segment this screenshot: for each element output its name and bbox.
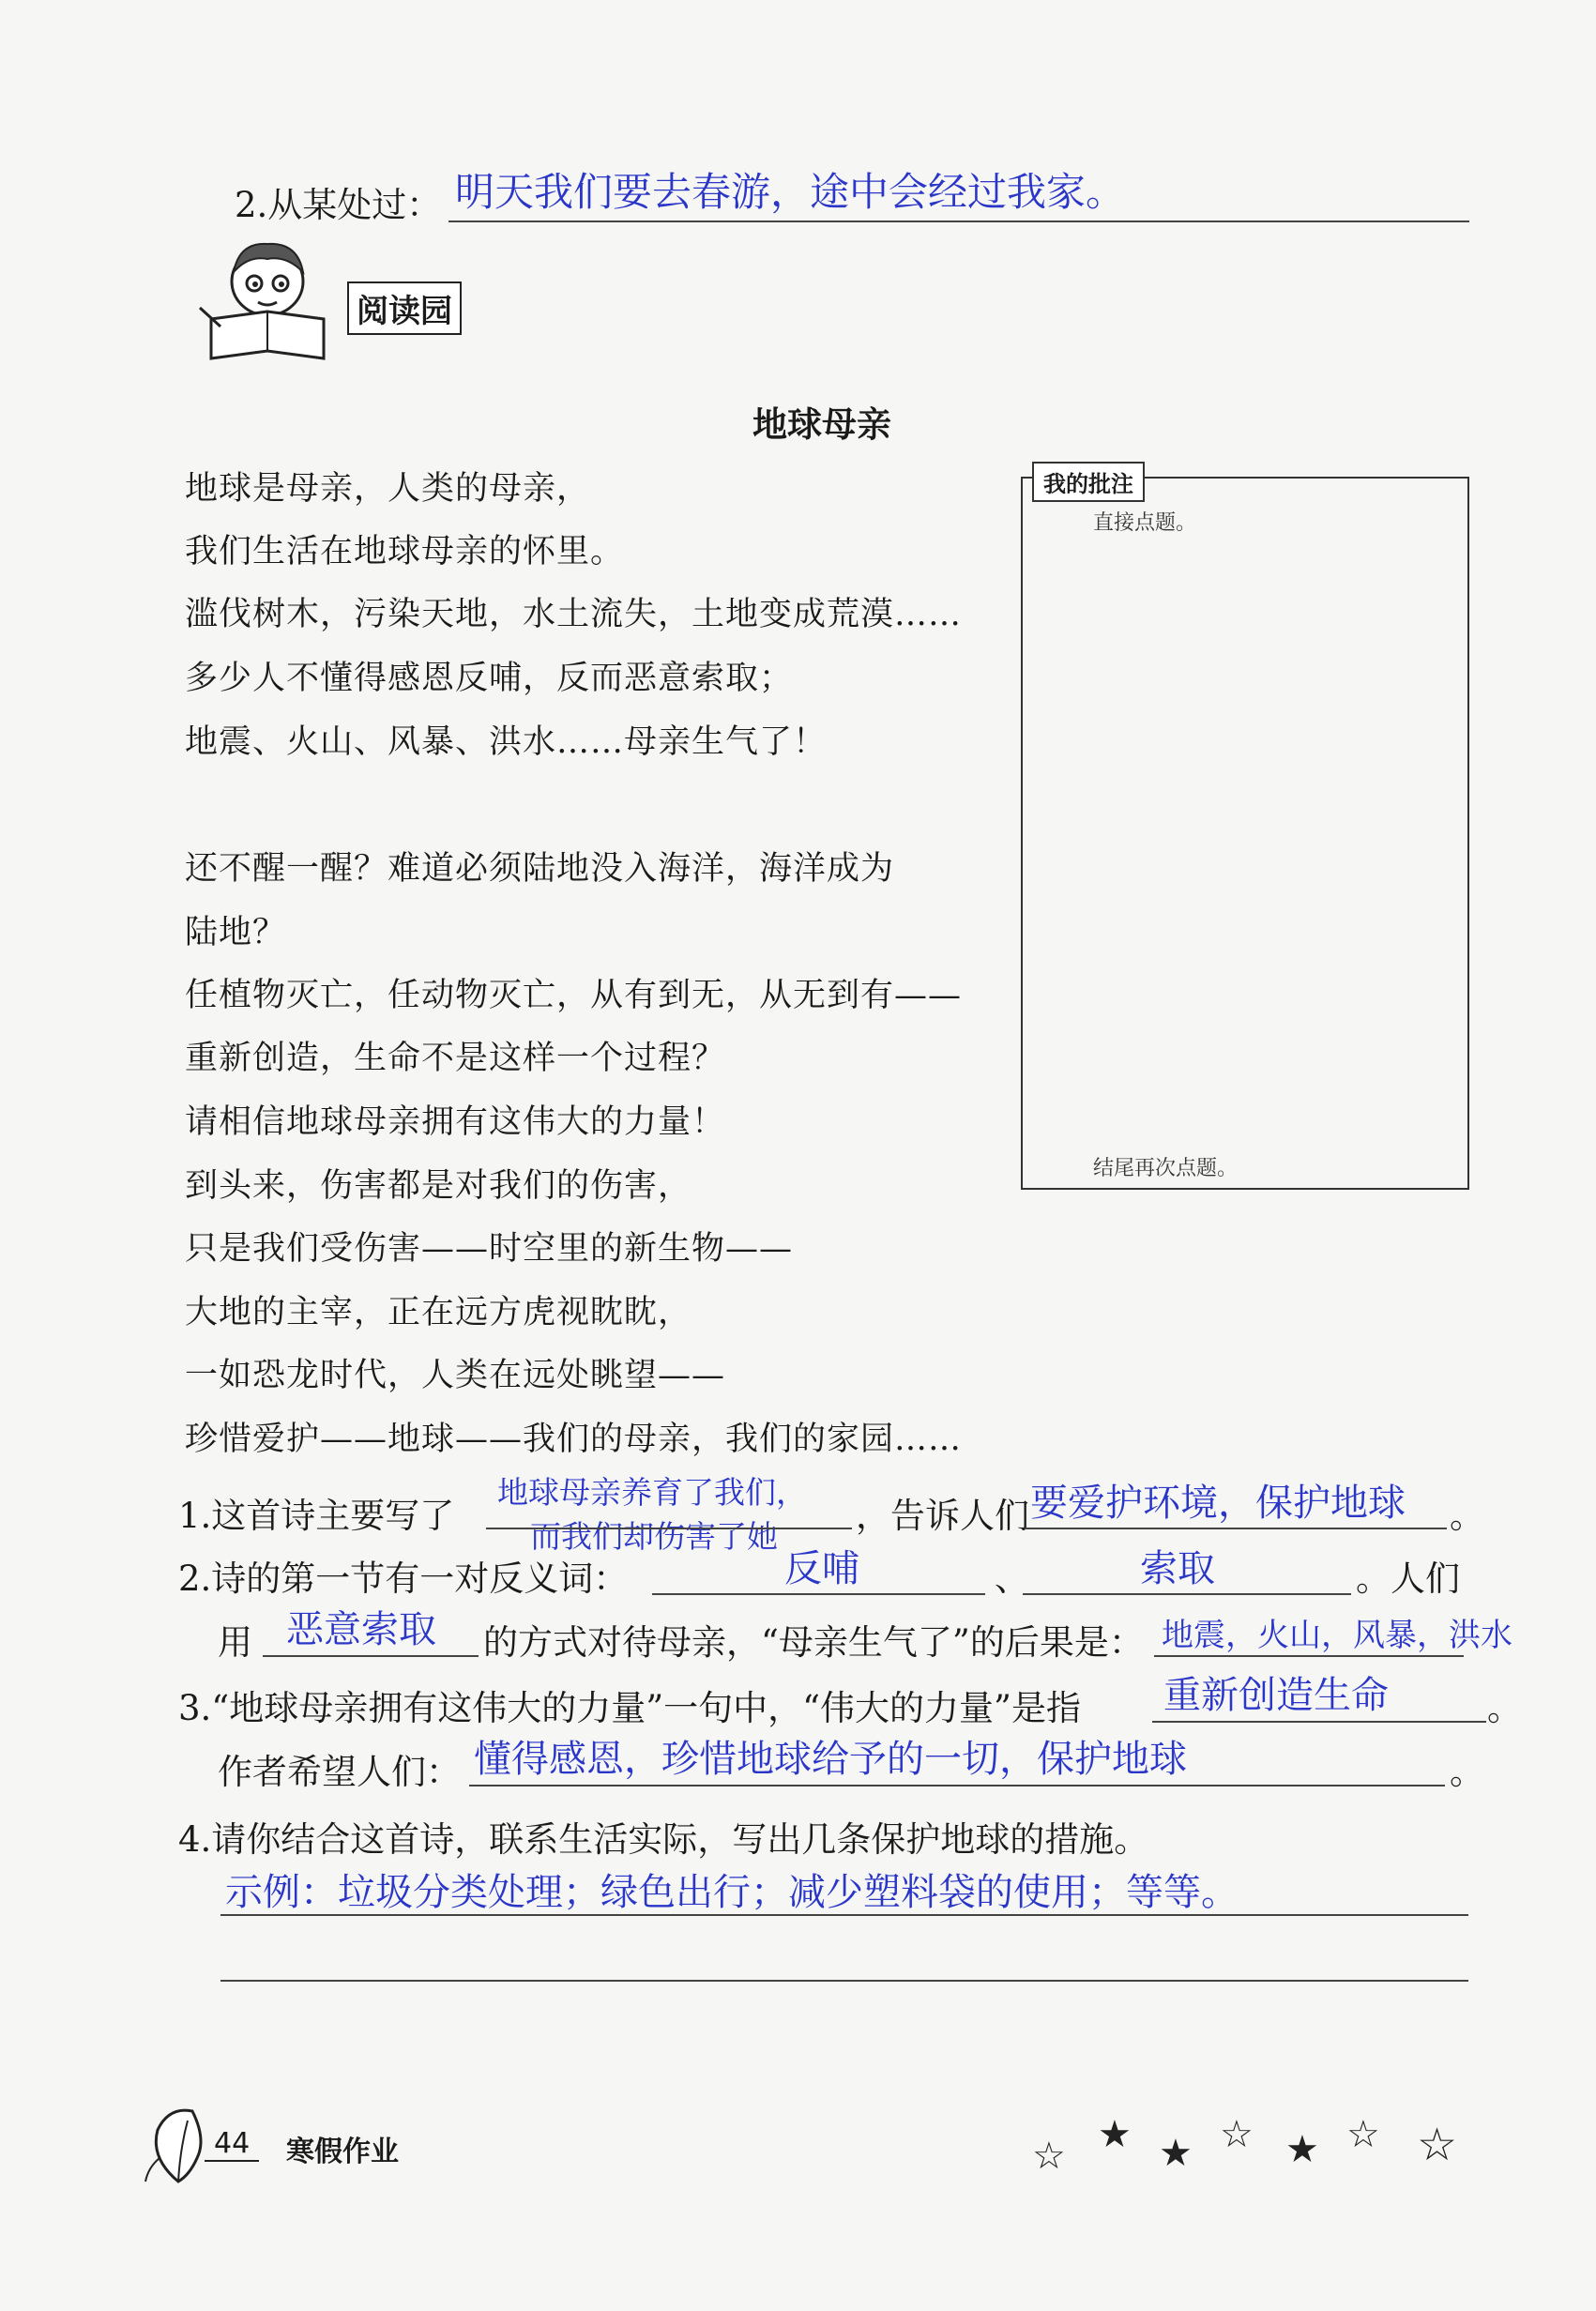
- poem-line-10: 请相信地球母亲拥有这伟大的力量！: [185, 1103, 726, 1141]
- star-icon: ★: [1098, 2113, 1132, 2156]
- q2-underline-2: [1023, 1593, 1351, 1595]
- q2-underline-1: [652, 1593, 985, 1595]
- q3-underline-1: [1152, 1721, 1486, 1723]
- q1-prompt: 1.这首诗主要写了: [178, 1496, 455, 1536]
- q4-prompt: 4.请你结合这首诗，联系生活实际，写出几条保护地球的措施。: [178, 1819, 1149, 1860]
- q2-line2-start: 用: [218, 1622, 252, 1663]
- q2-line2-middle: 的方式对待母亲，“母亲生气了”的后果是：: [483, 1622, 1144, 1663]
- q4-underline-1: [220, 1914, 1468, 1916]
- q1-answer-2: 要爱护环境，保护地球: [1030, 1482, 1406, 1525]
- star-icon: ★: [1285, 2128, 1319, 2171]
- poem-line-13: 大地的主宰，正在远方虎视眈眈，: [185, 1294, 692, 1331]
- poem-line-1: 地球是母亲，人类的母亲，: [185, 470, 591, 508]
- q2-prompt: 2.诗的第一节有一对反义词：: [178, 1558, 629, 1599]
- poem-title: 地球母亲: [752, 404, 891, 445]
- poem-line-5: 地震、火山、风暴、洪水……母亲生气了！: [185, 723, 828, 761]
- item-2-label: 2.从某处过：: [235, 185, 442, 225]
- q2-underline-3: [263, 1655, 479, 1657]
- poem-line-6: 还不醒一醒？难道必须陆地没入海洋，海洋成为: [185, 850, 895, 888]
- star-icon: ☆: [1220, 2113, 1254, 2156]
- q1-underline-2: [1025, 1528, 1447, 1529]
- section-badge: 阅读园: [347, 281, 462, 335]
- item-2-underline: [448, 220, 1469, 222]
- q3-prompt: 3.“地球母亲拥有这伟大的力量”一句中，“伟大的力量”是指: [178, 1688, 1081, 1728]
- q3-line2-start: 作者希望人们：: [218, 1752, 461, 1792]
- q2-tail: 。人们: [1356, 1558, 1460, 1599]
- poem-line-3: 滥伐树木，污染天地，水土流失，土地变成荒漠……: [185, 596, 963, 633]
- q3-underline-2: [469, 1785, 1445, 1786]
- annotation-top-note: 直接点题。: [1093, 511, 1197, 535]
- star-icon: ☆: [1032, 2135, 1066, 2178]
- poem-line-2: 我们生活在地球母亲的怀里。: [185, 533, 625, 570]
- poem-line-15: 珍惜爱护——地球——我们的母亲，我们的家园……: [185, 1421, 963, 1458]
- star-icon: ☆: [1346, 2113, 1380, 2156]
- q3-answer-2: 懂得感恩，珍惜地球给予的一切，保护地球: [474, 1738, 1187, 1781]
- q2-sep: 、: [995, 1558, 1029, 1599]
- q3-end-2: 。: [1450, 1752, 1484, 1792]
- reading-boy-icon: [192, 235, 342, 366]
- q4-answer: 示例：垃圾分类处理；绿色出行；减少塑料袋的使用；等等。: [225, 1871, 1239, 1914]
- q2-underline-4: [1154, 1655, 1464, 1657]
- q2-answer-4: 地震，火山，风暴，洪水: [1162, 1617, 1512, 1654]
- poem-line-14: 一如恐龙时代，人类在远处眺望——: [185, 1357, 726, 1394]
- q1-end: 。: [1450, 1496, 1484, 1536]
- poem-line-4: 多少人不懂得感恩反哺，反而恶意索取；: [185, 660, 794, 697]
- q1-answer-1a: 地球母亲养育了我们，: [497, 1474, 807, 1511]
- poem-line-11: 到头来，伤害都是对我们的伤害，: [185, 1167, 692, 1205]
- footer-title: 寒假作业: [286, 2136, 399, 2168]
- q1-middle: ，告诉人们: [856, 1496, 1029, 1536]
- q2-answer-2: 索取: [1140, 1547, 1215, 1590]
- annotation-box: [1021, 477, 1469, 1190]
- q2-answer-1: 反哺: [784, 1547, 859, 1590]
- annotation-bottom-note: 结尾再次点题。: [1093, 1157, 1239, 1180]
- q3-answer-1: 重新创造生命: [1163, 1674, 1389, 1717]
- star-icon: ☆: [1417, 2119, 1458, 2171]
- poem-line-12: 只是我们受伤害——时空里的新生物——: [185, 1230, 794, 1268]
- poem-line-9: 重新创造，生命不是这样一个过程？: [185, 1040, 726, 1077]
- item-2-answer: 明天我们要去春游，途中会经过我家。: [455, 169, 1126, 215]
- poem-line-8: 任植物灭亡，任动物灭亡，从有到无，从无到有——: [185, 977, 963, 1014]
- page-number: 44: [205, 2127, 259, 2162]
- q4-underline-2: [220, 1980, 1468, 1982]
- q1-answer-1b: 而我们却伤害了她: [530, 1518, 778, 1555]
- q1-underline-1: [486, 1528, 852, 1529]
- q2-answer-3: 恶意索取: [286, 1608, 436, 1651]
- star-icon: ★: [1159, 2132, 1193, 2175]
- poem-line-7: 陆地？: [185, 914, 287, 951]
- annotation-tab: 我的批注: [1032, 462, 1145, 502]
- q3-end-1: 。: [1487, 1688, 1522, 1728]
